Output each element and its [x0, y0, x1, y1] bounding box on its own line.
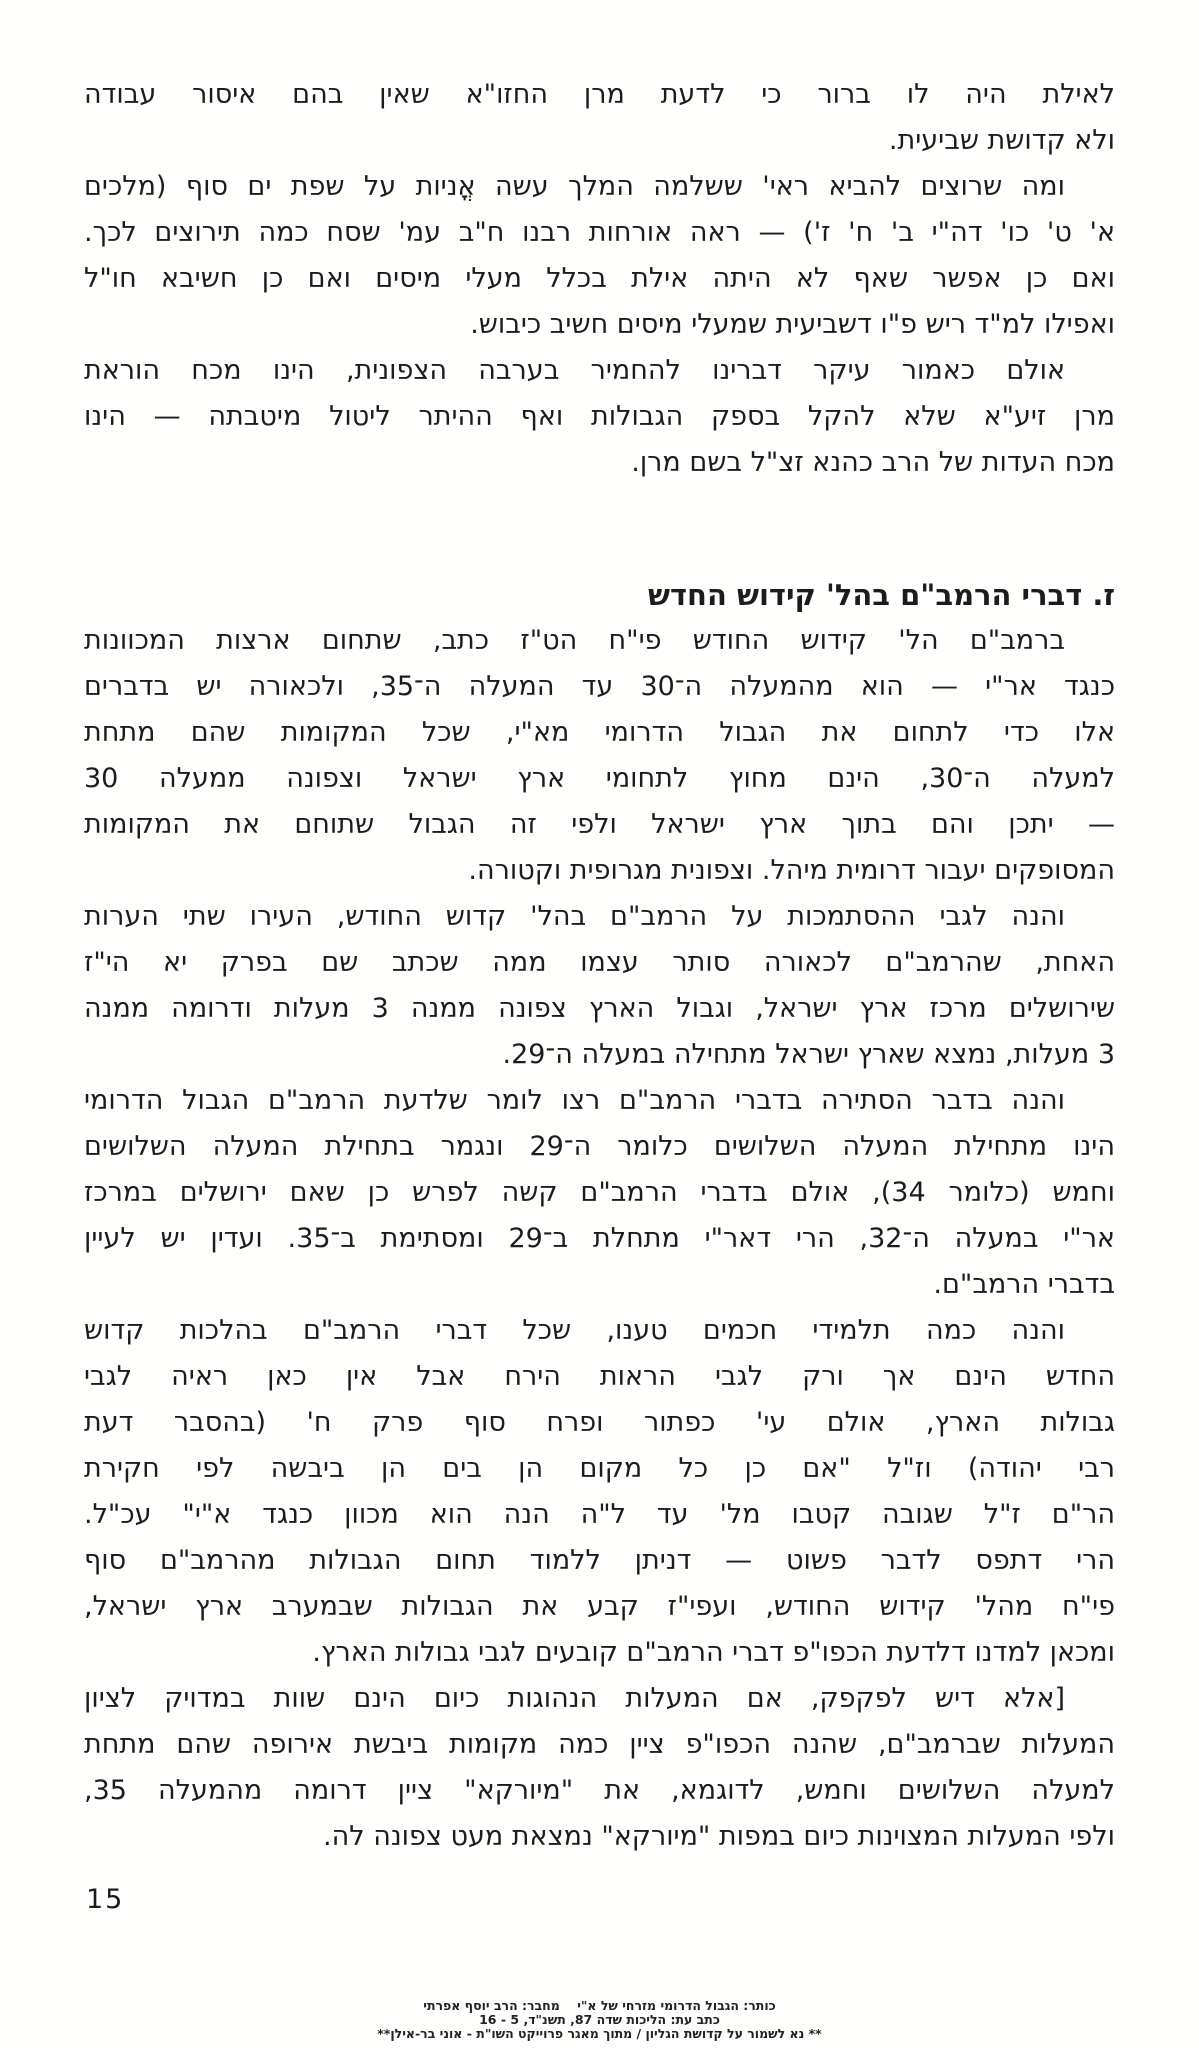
text-line: אלו כדי לתחום את הגבול הדרומי מא"י, שכל המקומות שהם מתחת	[84, 717, 1115, 748]
text-line: והנה בדבר הסתירה בדברי הרמב"ם רצו לומר שלדעת הרמב"ם הגבול הדרומי	[84, 1085, 1065, 1116]
text-line: 3 מעלות, נמצא שארץ ישראל מתחילה במעלה ה־29.	[502, 1039, 1115, 1070]
text-line: למעלה השלושים וחמש, לדוגמא, את "מיורקא" ציין דרומה מהמעלה 35,	[84, 1775, 1115, 1806]
text-line: כנגד אר"י — הוא מהמעלה ה־30 עד המעלה ה־35, ולכאורה יש בדברים	[84, 671, 1115, 702]
text-line: [אלא דיש לפקפק, אם המעלות הנהוגות כיום הינם שוות במדויק לציון	[84, 1683, 1065, 1714]
text-line: גבולות הארץ, אולם עי' כפתור ופרח סוף פרק ח' (בהסבר דעת	[84, 1407, 1115, 1438]
text-line: א' ט' כו' דה"י ב' ח' ז') — ראה אורחות רבנו ח"ב עמ' שסח כמה תירוצים לכך.	[84, 217, 1115, 248]
text-line: החדש הינם אך ורק לגבי הראות הירח אבל אין כאן ראיה לגבי	[84, 1361, 1115, 1392]
text-line: לאילת היה לו ברור כי לדעת מרן החזו"א שאין בהם איסור עבודה	[84, 79, 1115, 110]
text-line: פי"ח מהל' קידוש החודש, ועפי"ז קבע את הגבולות שבמערב ארץ ישראל,	[84, 1591, 1115, 1622]
text-line: למעלה ה־30, הינם מחוץ לתחומי ארץ ישראל וצפונה ממעלה 30	[84, 763, 1115, 794]
text-line: אולם כאמור עיקר דברינו להחמיר בערבה הצפונית, הינו מכח הוראת	[84, 355, 1065, 386]
text-line: ולא קדושת שביעית.	[888, 125, 1115, 156]
text-line: המסופקים יעבור דרומית מיהל. וצפונית מגרופית וקטורה.	[468, 855, 1115, 886]
text-line: ואפילו למ"ד ריש פ"ו דשביעית שמעלי מיסים חשיב כיבוש.	[470, 309, 1115, 340]
text-line: רבי יהודה) וז"ל "אם כן כל מקום הן בים הן ביבשה לפי חקירת	[84, 1453, 1115, 1484]
text-line: הר"ם ז"ל שגובה קטבו מל' עד ל"ה הנה הוא מכוון כנגד א"י" עכ"ל.	[84, 1499, 1115, 1530]
footer-notice-line: ** נא לשמור על קדושת הגליון / מתוך מאגר פרוייקט השו"ת - אוני בר-אילן**	[377, 2026, 822, 2041]
text-line: והנה לגבי ההסתמכות על הרמב"ם בהל' קדוש החודש, העירו שתי הערות	[84, 901, 1065, 932]
text-line: האחת, שהרמב"ם לכאורה סותר עצמו ממה שכתב שם בפרק יא הי"ז	[84, 947, 1115, 978]
text-line: המעלות שברמב"ם, שהנה הכפו"פ ציין כמה מקומות ביבשת אירופה שהם מתחת	[84, 1729, 1115, 1760]
text-line: ואם כן אפשר שאף לא היתה אילת בכלל מעלי מיסים ואם כן חשיבא חו"ל	[84, 263, 1115, 294]
text-line: אר"י במעלה ה־32, הרי דאר"י מתחלת ב־29 ומסתימת ב־35. ועדין יש לעיין	[84, 1223, 1115, 1254]
text-line: ומה שרוצים להביא ראי' ששלמה המלך עשה אֳניות על שפת ים סוף (מלכים	[84, 171, 1065, 202]
text-line: מכח העדות של הרב כהנא זצ"ל בשם מרן.	[631, 447, 1115, 478]
text-line: וחמש (כלומר 34), אולם בדברי הרמב"ם קשה לפרש כן שאם ירושלים במרכז	[84, 1177, 1115, 1208]
text-line: מרן זיע"א שלא להקל בספק הגבולות ואף ההיתר ליטול מיטבתה — הינו	[84, 401, 1115, 432]
text-line: והנה כמה תלמידי חכמים טענו, שכל דברי הרמב"ם בהלכות קדוש	[84, 1315, 1065, 1346]
text-line: ומכאן למדנו דלדעת הכפו"פ דברי הרמב"ם קובעים לגבי גבולות הארץ.	[312, 1637, 1115, 1668]
text-line: — יתכן והם בתוך ארץ ישראל ולפי זה הגבול שתוחם את המקומות	[84, 809, 1115, 840]
page-number: 15	[86, 1884, 125, 1915]
footer-journal-line: כתב עת: הליכות שדה 87, תשנ"ד, 5 - 16	[479, 2012, 720, 2027]
text-line: שירושלים מרכז ארץ ישראל, וגבול הארץ צפונה ממנה 3 מעלות ודרומה ממנה	[84, 993, 1115, 1024]
footer	[0, 1999, 1199, 2041]
footer-title-line: כותר: הגבול הדרומי מזרחי של א"י מחבר: הרב יוסף אפרתי	[423, 1998, 776, 2013]
text-line: הרי דתפס לדבר פשוט — דניתן ללמוד תחום הגבולות מהרמב"ם סוף	[84, 1545, 1115, 1576]
text-line: בדברי הרמב"ם.	[933, 1269, 1115, 1300]
text-line: הינו מתחילת המעלה השלושים כלומר ה־29 ונגמר בתחילת המעלה השלושים	[84, 1131, 1115, 1162]
page-body	[84, 72, 1115, 1860]
text-line: ולפי המעלות המצוינות כיום במפות "מיורקא" נמצאת מעט צפונה לה.	[323, 1821, 1115, 1852]
text-line: ברמב"ם הל' קידוש החודש פי"ח הט"ז כתב, שתחום ארצות המכוונות	[84, 625, 1065, 656]
section-heading: ז. דברי הרמב"ם בהל' קידוש החדש	[647, 578, 1115, 612]
